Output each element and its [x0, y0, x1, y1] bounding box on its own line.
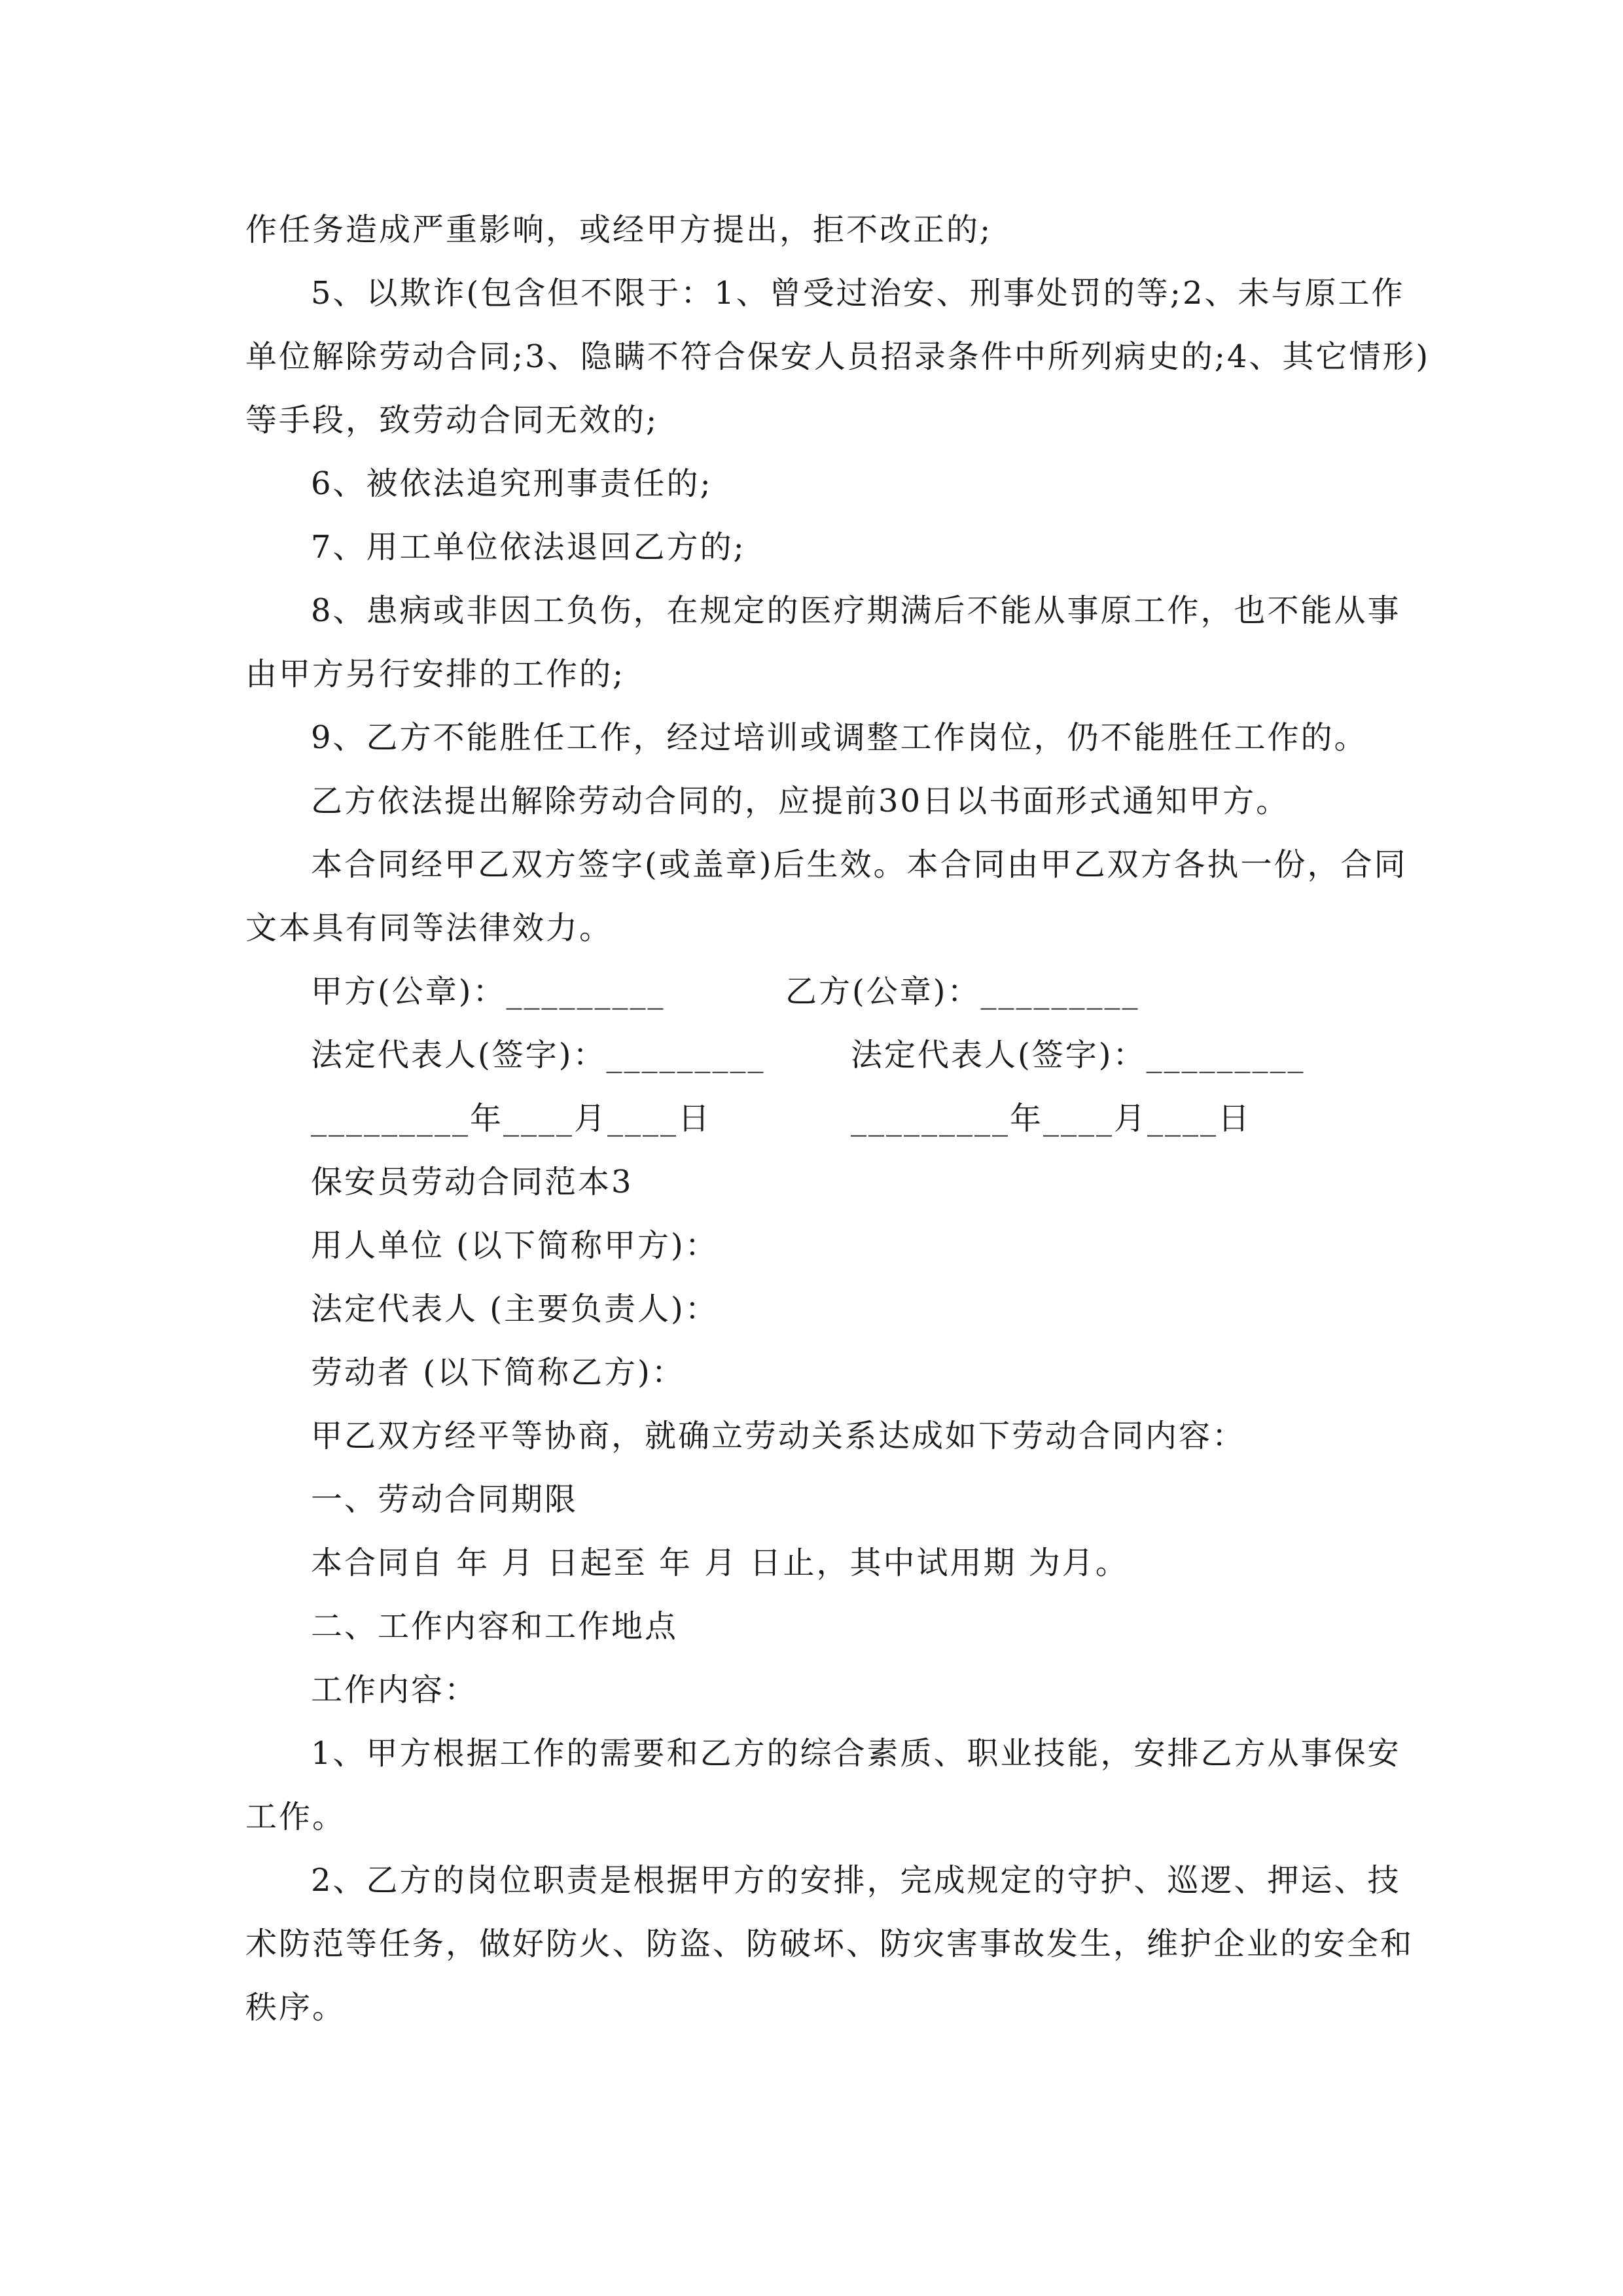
paragraph-line: 文本具有同等法律效力。 — [245, 910, 613, 946]
paragraph-line: 本合同经甲乙双方签字(或盖章)后生效。本合同由甲乙双方各执一份，合同 — [311, 846, 1408, 883]
paragraph-line: 工作内容： — [311, 1672, 478, 1708]
section-heading: 二、工作内容和工作地点 — [311, 1608, 679, 1645]
signature-representative-b: 法定代表人(签字)：_________ — [851, 1037, 1306, 1073]
paragraph-line: 5、以欺诈(包含但不限于：1、曾受过治安、刑事处罚的等;2、未与原工作 — [311, 275, 1405, 312]
signature-date-a: _________年____月____日 — [311, 1100, 712, 1137]
paragraph-line: 等手段，致劳动合同无效的; — [245, 402, 659, 439]
paragraph-line: 本合同自 年 月 日起至 年 月 日止，其中试用期 为月。 — [311, 1545, 1129, 1581]
paragraph-line: 术防范等任务，做好防火、防盗、防破坏、防灾害事故发生，维护企业的安全和 — [245, 1926, 1414, 1962]
paragraph-line: 7、用工单位依法退回乙方的; — [311, 529, 746, 565]
paragraph-line: 用人单位 (以下简称甲方)： — [311, 1227, 719, 1264]
signature-party-a: 甲方(公章)：_________ — [311, 973, 666, 1010]
paragraph-line: 8、患病或非因工负伤，在规定的医疗期满后不能从事原工作，也不能从事 — [311, 592, 1401, 629]
paragraph-line: 工作。 — [245, 1799, 346, 1835]
section-heading: 一、劳动合同期限 — [311, 1481, 579, 1518]
signature-date-b: _________年____月____日 — [851, 1100, 1252, 1137]
signature-representative-a: 法定代表人(签字)：_________ — [311, 1037, 766, 1073]
paragraph-line: 1、甲方根据工作的需要和乙方的综合素质、职业技能，安排乙方从事保安 — [311, 1735, 1401, 1772]
paragraph-line: 秩序。 — [245, 1989, 346, 2026]
paragraph-line: 乙方依法提出解除劳动合同的，应提前30日以书面形式通知甲方。 — [311, 783, 1290, 819]
paragraph-line: 由甲方另行安排的工作的; — [245, 656, 626, 692]
paragraph-line: 单位解除劳动合同;3、隐瞒不符合保安人员招录条件中所列病史的;4、其它情形) — [245, 338, 1431, 375]
paragraph-line: 劳动者 (以下简称乙方)： — [311, 1354, 685, 1391]
paragraph-line: 法定代表人 (主要负责人)： — [311, 1291, 719, 1327]
paragraph-line: 甲乙双方经平等协商，就确立劳动关系达成如下劳动合同内容： — [311, 1418, 1246, 1454]
section-title: 保安员劳动合同范本3 — [311, 1164, 633, 1200]
paragraph-line: 2、乙方的岗位职责是根据甲方的安排，完成规定的守护、巡逻、押运、技 — [311, 1862, 1401, 1899]
signature-party-b: 乙方(公章)：_________ — [785, 973, 1140, 1010]
paragraph-line: 作任务造成严重影响，或经甲方提出，拒不改正的; — [245, 211, 993, 248]
paragraph-line: 6、被依法追究刑事责任的; — [311, 465, 713, 502]
paragraph-line: 9、乙方不能胜任工作，经过培训或调整工作岗位，仍不能胜任工作的。 — [311, 719, 1368, 756]
